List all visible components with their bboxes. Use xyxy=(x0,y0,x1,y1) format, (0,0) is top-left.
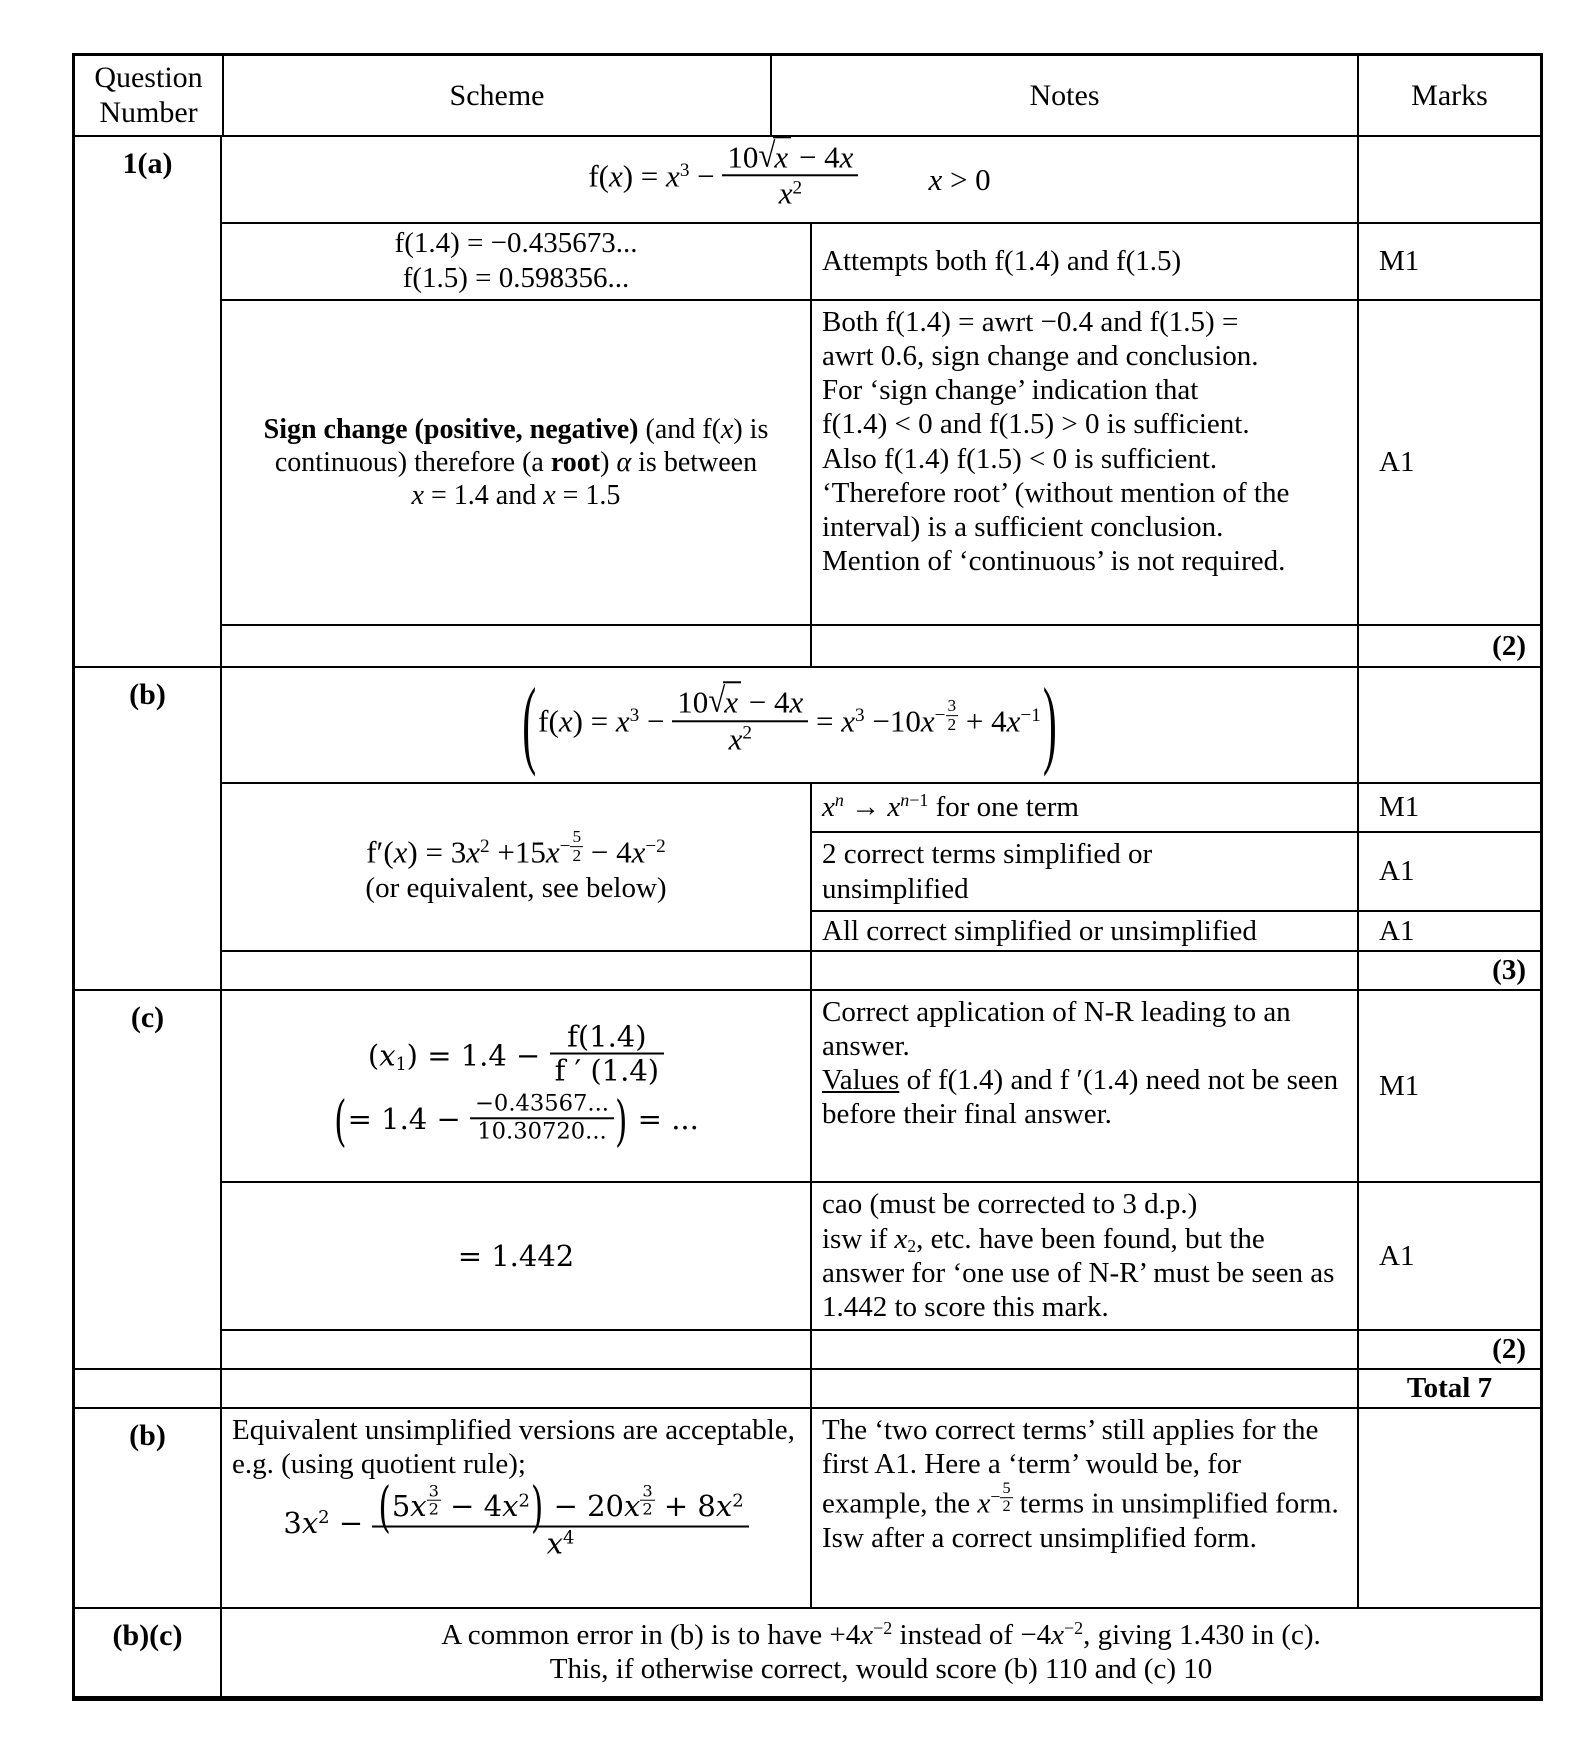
header-notes xyxy=(770,56,1357,135)
text-equivalent-versions: Equivalent unsimplified versions are acceptable, e.g. (using quotient rule); xyxy=(232,1413,795,1480)
formula-domain-condition: x > 0 xyxy=(928,161,991,197)
row-1b-m1 xyxy=(810,784,1540,832)
scheme-cell-1b-subtotal xyxy=(222,952,810,989)
text-sign-change-conclusion: Sign change (positive, negative) (and f(x) is continuous) therefore (a root) α is between x = 1.4 and x = 1.5 xyxy=(263,413,769,511)
note-two-correct-terms: 2 correct terms simplified or unsimplified xyxy=(822,838,1153,905)
scheme-cell-1b-equation xyxy=(222,668,1357,782)
row-1b-a1 xyxy=(810,831,1540,909)
marks-cell-1a-m1 xyxy=(1357,224,1540,299)
notes-cell-1c-a1 xyxy=(810,1183,1357,1329)
question-number-1b-extra-label: (b) xyxy=(129,1418,166,1452)
row-1c-subtotal xyxy=(222,1329,1540,1368)
subtotal-1c: (2) xyxy=(1492,1333,1526,1366)
notes-cell-1b-subtotal xyxy=(810,952,1357,989)
question-number-1a xyxy=(75,137,222,666)
scheme-cell-1c-subtotal xyxy=(222,1331,810,1368)
question-number-total-empty xyxy=(75,1370,222,1407)
scheme-cell-1a-m1 xyxy=(222,224,810,299)
mark-scheme-table xyxy=(72,53,1543,1701)
header-notes-label: Notes xyxy=(1029,78,1100,112)
row-1a-equation xyxy=(222,134,1540,222)
row-1b-equation xyxy=(222,668,1540,782)
text-common-error-line2: This, if otherwise correct, would score (b) 110 and (c) 10 xyxy=(549,1653,1213,1686)
mark-1b-a1: A1 xyxy=(1379,855,1415,888)
notes-cell-1b-a2 xyxy=(810,912,1357,950)
scheme-cell-total xyxy=(222,1370,810,1407)
note-nr-application: Correct application of N-R leading to an answer. Values of f(1.4) and f ′(1.4) need not be seen before their final answer. xyxy=(822,995,1339,1131)
question-number-1b xyxy=(75,668,222,989)
row-1a-subtotal xyxy=(222,624,1540,666)
scheme-cell-1a-subtotal xyxy=(222,626,810,666)
note-attempts-both: Attempts both f(1.4) and f(1.5) xyxy=(822,245,1182,278)
row-1c-m1 xyxy=(222,991,1540,1181)
section-1b-extra xyxy=(75,1407,1540,1607)
subtotal-1a: (2) xyxy=(1492,629,1526,662)
row-total xyxy=(222,1370,1540,1407)
note-sign-change-details: Both f(1.4) = awrt −0.4 and f(1.5) = awrt 0.6, sign change and conclusion. For ‘sign change’ indication that f(1.4) < 0 and f(1.5) > 0 is sufficient. Also f(1.4) f(1.5) < 0 is sufficient. ‘Therefore root’ (without mention of the interval) is a sufficient conclusion. Mention of ‘continuous’ is not required. xyxy=(822,305,1290,578)
marks-cell-1b-extra xyxy=(1357,1409,1540,1607)
marks-cell-1c-a1 xyxy=(1357,1183,1540,1329)
grand-total: Total 7 xyxy=(1406,1372,1493,1405)
row-1b-a2 xyxy=(810,910,1540,950)
notes-cell-1c-subtotal xyxy=(810,1331,1357,1368)
marks-cell-1b-subtotal xyxy=(1357,952,1540,989)
marks-cell-total xyxy=(1357,1370,1540,1407)
text-or-equivalent: (or equivalent, see below) xyxy=(365,871,667,904)
row-1c-a1 xyxy=(222,1181,1540,1329)
row-1b-extra xyxy=(222,1409,1540,1607)
formula-fx-rewritten: (f(x) = x3 − $\frac{10√x - 4x}{x2}$ = x3 −10x− $\frac{3}{2}$ + 4x−1) xyxy=(522,670,1057,779)
notes-cell-1a-subtotal xyxy=(810,626,1357,666)
table-header-row xyxy=(75,56,1540,135)
question-number-1c xyxy=(75,991,222,1368)
marks-cell-1b-equation xyxy=(1357,668,1540,782)
marks-cell-1b-m1 xyxy=(1357,784,1540,832)
mark-1b-m1: M1 xyxy=(1379,791,1420,824)
marks-cell-1a-equation xyxy=(1357,137,1540,222)
notes-cell-1a-m1 xyxy=(810,224,1357,299)
notes-cell-1a-a1 xyxy=(810,301,1357,624)
common-error-cell xyxy=(222,1609,1540,1696)
marks-cell-1a-a1 xyxy=(1357,301,1540,624)
mark-1c-a1: A1 xyxy=(1379,1239,1415,1272)
notes-cell-1b-extra xyxy=(810,1409,1357,1607)
marks-cell-1a-subtotal xyxy=(1357,626,1540,666)
section-1b xyxy=(75,666,1540,989)
note-two-terms-applies: The ‘two correct terms’ still applies for the first A1. Here a ‘term’ would be, for example, the x− $\frac{5}{2}$ terms in unsimplified form. Isw after a correct unsimplified form. xyxy=(822,1413,1339,1554)
formula-quotient-rule: 3x2 − (5x $\frac{3}{2}$ − 4x2) − 20x $\frac{3}{2}$ + 8x2 x4 xyxy=(283,1506,748,1540)
mark-1c-m1: M1 xyxy=(1379,1069,1420,1102)
text-common-error-line1: A common error in (b) is to have +4x−2 instead of −4x−2, giving 1.430 in (c). xyxy=(441,1618,1321,1652)
section-1c xyxy=(75,989,1540,1368)
formula-newton-raphson-values: (= 1.4 − $\frac{-0.43567...}{10.30720...}$ ) = ... xyxy=(334,1088,699,1154)
header-marks xyxy=(1357,56,1540,135)
subtotal-1b: (3) xyxy=(1492,954,1526,987)
notes-cell-total xyxy=(810,1370,1357,1407)
notes-cell-1b-m1 xyxy=(810,784,1357,832)
marks-cell-1c-subtotal xyxy=(1357,1331,1540,1368)
notes-cell-1b-a1 xyxy=(810,833,1357,909)
formula-answer-1-442: = 1.442 xyxy=(457,1238,575,1273)
row-1a-a1 xyxy=(222,299,1540,624)
section-bc xyxy=(75,1607,1540,1696)
marks-cell-1b-a2 xyxy=(1357,912,1540,950)
header-scheme-label: Scheme xyxy=(449,78,545,112)
question-number-1c-label: (c) xyxy=(130,1000,165,1034)
header-question-number xyxy=(75,56,222,135)
scheme-cell-1c-m1 xyxy=(222,991,810,1181)
note-all-correct: All correct simplified or unsimplified xyxy=(822,914,1257,947)
question-number-1b-extra xyxy=(75,1409,222,1607)
row-bc xyxy=(222,1609,1540,1696)
scheme-cell-1c-a1 xyxy=(222,1183,810,1329)
question-number-bc-label: (b)(c) xyxy=(112,1618,183,1652)
formula-f-prime: f′(x) = 3x2 +15x− $\frac{5}{2}$ − 4x−2 xyxy=(366,826,666,870)
row-1b-subtotal xyxy=(222,950,1540,989)
header-scheme xyxy=(222,56,770,135)
section-1a xyxy=(75,135,1540,666)
row-1a-m1 xyxy=(222,222,1540,299)
formula-f1-5-value: f(1.5) = 0.598356... xyxy=(402,262,630,295)
header-question-number-label: Question Number xyxy=(94,61,203,130)
question-number-bc xyxy=(75,1609,222,1696)
row-1b-band xyxy=(222,782,1540,950)
marks-cell-1b-a1 xyxy=(1357,833,1540,909)
notes-cell-1c-m1 xyxy=(810,991,1357,1181)
formula-newton-raphson: (x1) = 1.4 − $\frac{f(1.4)}{f ' (1.4)}$ xyxy=(368,1025,664,1090)
question-number-1a-label: 1(a) xyxy=(122,146,173,180)
formula-fx-definition: f(x) = x3 − $\frac{10√x - 4x}{x2}$ xyxy=(588,145,858,214)
mark-1b-a2: A1 xyxy=(1379,914,1415,947)
scheme-cell-1b-extra xyxy=(222,1409,810,1607)
note-cao-details: cao (must be corrected to 3 d.p.) isw if x2, etc. have been found, but the answer for ‘one use of N-R’ must be seen as 1.442 to score this mark. xyxy=(822,1188,1335,1324)
scheme-cell-1a-a1 xyxy=(222,301,810,624)
mark-1a-a1: A1 xyxy=(1379,446,1415,479)
note-power-rule: xn → xn−1 for one term xyxy=(822,790,1079,824)
header-marks-label: Marks xyxy=(1411,78,1488,112)
total-row xyxy=(75,1368,1540,1407)
mark-1a-m1: M1 xyxy=(1379,245,1420,278)
scheme-cell-1a-equation xyxy=(222,134,1357,222)
scheme-cell-1b-derivative xyxy=(222,784,810,950)
question-number-1b-label: (b) xyxy=(129,677,166,711)
formula-f1-4-value: f(1.4) = −0.435673... xyxy=(394,227,638,260)
marks-cell-1c-m1 xyxy=(1357,991,1540,1181)
